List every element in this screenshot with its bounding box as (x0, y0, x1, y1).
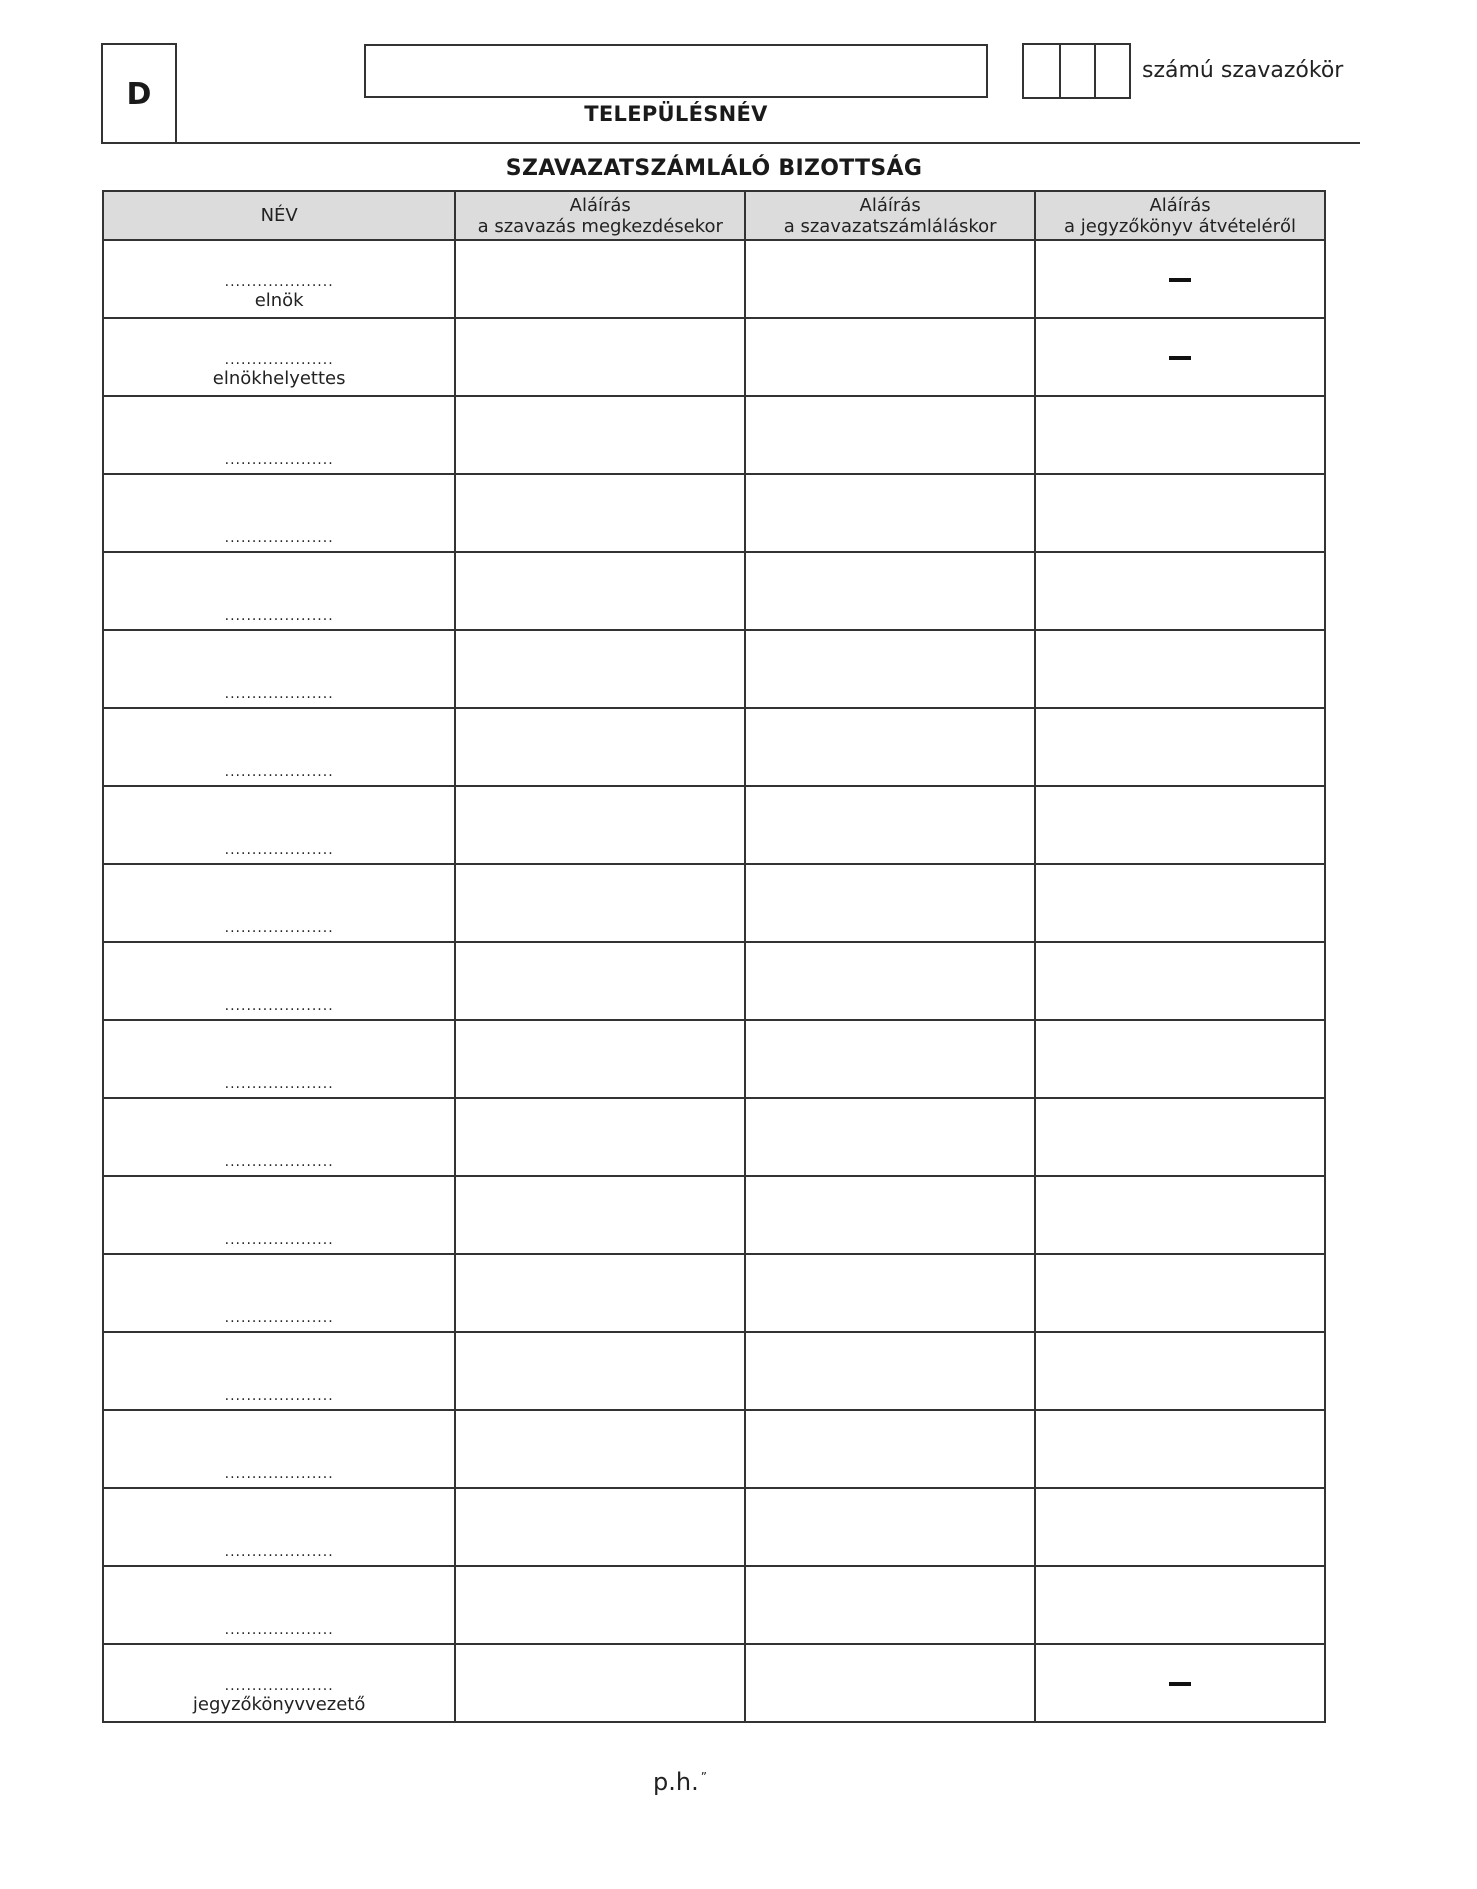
not-applicable-dash (1169, 1682, 1191, 1686)
name-dotted-line: .................... (224, 530, 334, 546)
signature-start-cell[interactable] (455, 1566, 745, 1644)
signature-count-cell[interactable] (745, 1020, 1035, 1098)
signature-receipt-cell[interactable] (1035, 474, 1325, 552)
table-row (103, 1566, 1325, 1644)
header-signature-start-line1: Aláírás (569, 194, 631, 216)
name-cell[interactable] (103, 1176, 455, 1254)
signature-count-cell[interactable] (745, 786, 1035, 864)
table-row (103, 1176, 1325, 1254)
name-cell[interactable] (103, 1488, 455, 1566)
signature-start-cell[interactable] (455, 1332, 745, 1410)
table-row (103, 1254, 1325, 1332)
header-signature-count-line1: Aláírás (859, 194, 921, 216)
signature-receipt-cell[interactable] (1035, 1254, 1325, 1332)
name-dotted-line: .................... (224, 1388, 334, 1404)
name-dotted-line: .................... (224, 1544, 334, 1560)
header-signature-count (745, 191, 1035, 240)
name-dotted-line: .................... (224, 452, 334, 468)
name-cell[interactable] (103, 396, 455, 474)
signature-count-cell[interactable] (745, 1176, 1035, 1254)
signature-start-cell[interactable] (455, 708, 745, 786)
signature-start-cell[interactable] (455, 1644, 745, 1722)
name-dotted-line: .................... (224, 764, 334, 780)
signature-receipt-cell[interactable] (1035, 708, 1325, 786)
signature-receipt-cell (1035, 318, 1325, 396)
district-digit-1[interactable] (1024, 45, 1059, 97)
signature-receipt-cell[interactable] (1035, 942, 1325, 1020)
signature-receipt-cell[interactable] (1035, 1410, 1325, 1488)
signature-count-cell[interactable] (745, 1566, 1035, 1644)
name-cell[interactable] (103, 708, 455, 786)
district-label: számú szavazókör (1142, 58, 1344, 83)
district-number-boxes (1022, 43, 1131, 99)
signature-start-cell[interactable] (455, 1410, 745, 1488)
table-row (103, 708, 1325, 786)
stamp-placeholder (0, 1768, 1360, 1796)
name-dotted-line: .................... (224, 842, 334, 858)
table-row (103, 240, 1325, 318)
signature-receipt-cell[interactable] (1035, 1566, 1325, 1644)
name-cell[interactable] (103, 1254, 455, 1332)
form-letter-box (101, 43, 177, 144)
signature-start-cell[interactable] (455, 630, 745, 708)
name-dotted-line: .................... (224, 1622, 334, 1638)
signature-start-cell[interactable] (455, 942, 745, 1020)
table-row (103, 1410, 1325, 1488)
name-dotted-line: .................... (224, 1678, 334, 1694)
signature-count-cell[interactable] (745, 708, 1035, 786)
header-signature-start (455, 191, 745, 240)
table-row (103, 1488, 1325, 1566)
name-dotted-line: .................... (224, 274, 334, 290)
name-dotted-line: .................... (224, 1232, 334, 1248)
name-cell[interactable] (103, 318, 455, 396)
district-digit-2[interactable] (1059, 45, 1094, 97)
name-cell[interactable] (103, 240, 455, 318)
signature-receipt-cell[interactable] (1035, 1020, 1325, 1098)
signature-count-cell[interactable] (745, 474, 1035, 552)
header-signature-start-line2: a szavazás megkezdésekor (477, 215, 723, 237)
header-divider (101, 142, 1360, 144)
name-dotted-line: .................... (224, 1076, 334, 1092)
header-signature-receipt-line2: a jegyzőkönyv átvételéről (1064, 215, 1297, 237)
table-row (103, 474, 1325, 552)
signature-start-cell[interactable] (455, 786, 745, 864)
signature-count-cell[interactable] (745, 1488, 1035, 1566)
signature-receipt-cell (1035, 1644, 1325, 1722)
signature-count-cell[interactable] (745, 396, 1035, 474)
name-cell[interactable] (103, 942, 455, 1020)
committee-title: SZAVAZATSZÁMLÁLÓ BIZOTTSÁG (505, 156, 923, 181)
signature-receipt-cell[interactable] (1035, 1488, 1325, 1566)
signature-count-cell[interactable] (745, 864, 1035, 942)
signature-receipt-cell[interactable] (1035, 786, 1325, 864)
signature-start-cell[interactable] (455, 1488, 745, 1566)
table-row (103, 1644, 1325, 1722)
signature-start-cell[interactable] (455, 1098, 745, 1176)
table-header-row (103, 191, 1325, 240)
signature-start-cell[interactable] (455, 864, 745, 942)
header-name (103, 191, 455, 240)
form-letter: D (126, 77, 152, 112)
table-row (103, 630, 1325, 708)
name-dotted-line: .................... (224, 686, 334, 702)
signature-count-cell[interactable] (745, 942, 1035, 1020)
name-cell[interactable] (103, 552, 455, 630)
name-dotted-line: .................... (224, 1310, 334, 1326)
role-label: jegyzőkönyvvezető (192, 1694, 366, 1715)
name-dotted-line: .................... (224, 920, 334, 936)
signature-count-cell[interactable] (745, 240, 1035, 318)
name-cell[interactable] (103, 630, 455, 708)
table-row (103, 318, 1325, 396)
signature-start-cell[interactable] (455, 1176, 745, 1254)
name-dotted-line: .................... (224, 1154, 334, 1170)
signature-count-cell[interactable] (745, 630, 1035, 708)
table-row (103, 1020, 1325, 1098)
header-signature-count-line2: a szavazatszámláláskor (783, 215, 997, 237)
signature-start-cell[interactable] (455, 240, 745, 318)
name-cell[interactable] (103, 1644, 455, 1722)
name-cell[interactable] (103, 1332, 455, 1410)
signature-receipt-cell[interactable] (1035, 396, 1325, 474)
table-row (103, 552, 1325, 630)
signature-start-cell[interactable] (455, 1254, 745, 1332)
not-applicable-dash (1169, 278, 1191, 282)
signature-start-cell[interactable] (455, 552, 745, 630)
signature-count-cell[interactable] (745, 1644, 1035, 1722)
signature-receipt-cell (1035, 240, 1325, 318)
signature-start-cell[interactable] (455, 1020, 745, 1098)
name-cell[interactable] (103, 1098, 455, 1176)
name-dotted-line: .................... (224, 1466, 334, 1482)
header-signature-receipt-line1: Aláírás (1149, 194, 1211, 216)
district-digit-3[interactable] (1094, 45, 1129, 97)
signature-count-cell[interactable] (745, 1410, 1035, 1488)
signature-table (102, 190, 1326, 1723)
name-cell[interactable] (103, 1410, 455, 1488)
signature-receipt-cell[interactable] (1035, 552, 1325, 630)
name-dotted-line: .................... (224, 998, 334, 1014)
role-label: elnök (254, 290, 304, 311)
name-dotted-line: .................... (224, 608, 334, 624)
signature-receipt-cell[interactable] (1035, 630, 1325, 708)
table-row (103, 1332, 1325, 1410)
signature-receipt-cell[interactable] (1035, 1332, 1325, 1410)
header-signature-receipt (1035, 191, 1325, 240)
signature-start-cell[interactable] (455, 318, 745, 396)
name-cell[interactable] (103, 786, 455, 864)
name-cell[interactable] (103, 1020, 455, 1098)
settlement-name-label: TELEPÜLÉSNÉV (584, 102, 768, 126)
signature-count-cell[interactable] (745, 1098, 1035, 1176)
table-row (103, 786, 1325, 864)
signature-count-cell[interactable] (745, 318, 1035, 396)
table-row (103, 942, 1325, 1020)
name-dotted-line: .................... (224, 352, 334, 368)
signature-start-cell[interactable] (455, 396, 745, 474)
not-applicable-dash (1169, 356, 1191, 360)
table-row (103, 1098, 1325, 1176)
table-row (103, 864, 1325, 942)
name-cell[interactable] (103, 474, 455, 552)
signature-start-cell[interactable] (455, 474, 745, 552)
signature-count-cell[interactable] (745, 552, 1035, 630)
signature-count-cell[interactable] (745, 1332, 1035, 1410)
signature-receipt-cell[interactable] (1035, 864, 1325, 942)
name-cell[interactable] (103, 864, 455, 942)
header-name-label: NÉV (260, 205, 298, 226)
stamp-text: p.h. (653, 1768, 699, 1796)
settlement-name-field[interactable] (364, 44, 988, 98)
table-row (103, 396, 1325, 474)
stamp-mark: ” (700, 1770, 707, 1784)
name-cell[interactable] (103, 1566, 455, 1644)
signature-receipt-cell[interactable] (1035, 1098, 1325, 1176)
signature-receipt-cell[interactable] (1035, 1176, 1325, 1254)
role-label: elnökhelyettes (212, 368, 346, 389)
signature-count-cell[interactable] (745, 1254, 1035, 1332)
